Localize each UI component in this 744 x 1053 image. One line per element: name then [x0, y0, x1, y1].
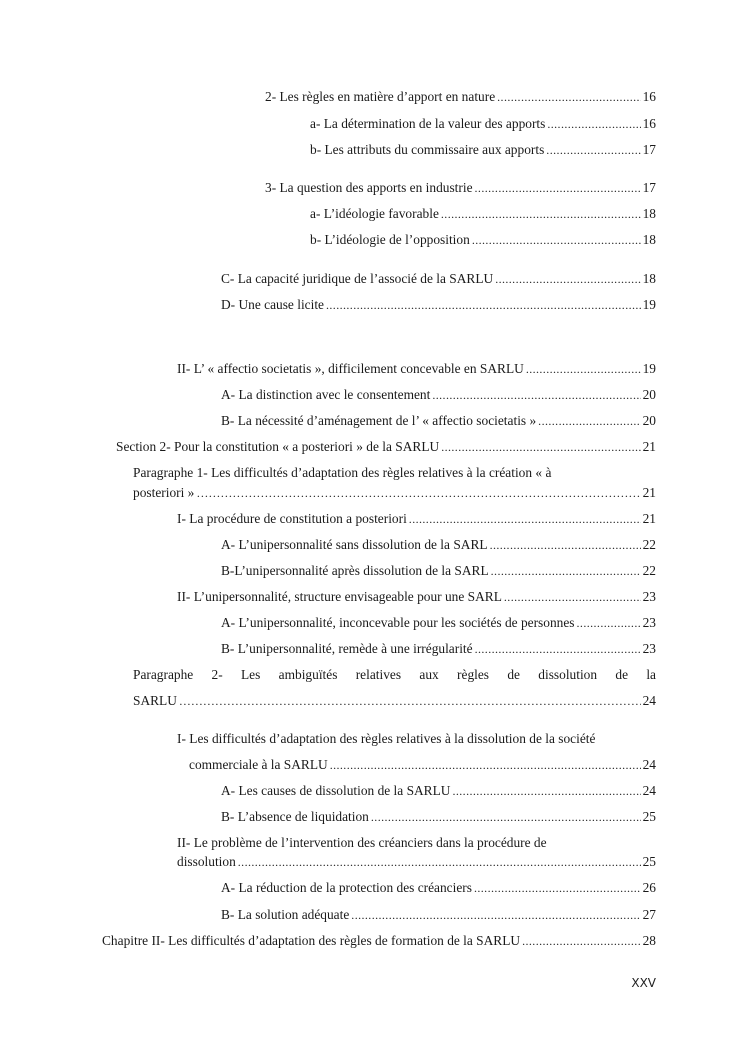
toc-entry-text: II- Le problème de l’intervention des créanciers dans la procédure de [177, 835, 547, 850]
toc-entry[interactable] [221, 386, 656, 404]
leader-dots [452, 783, 640, 800]
toc-entry-text: II- L’ « affectio societatis », difficilement concevable en SARLU [177, 361, 524, 376]
toc-entry[interactable] [133, 484, 656, 502]
toc-entry-text: 3- La question des apports en industrie [265, 180, 473, 195]
leader-dots [432, 387, 640, 404]
leader-dots [238, 854, 641, 871]
toc-page-number: 16 [642, 89, 656, 104]
leader-dots [546, 142, 640, 159]
toc-entry-text: SARLU [133, 693, 177, 708]
leader-dots [474, 880, 641, 897]
toc-entry-text: 2- Les règles en matière d’apport en nature [265, 89, 496, 104]
toc-entry-text: B- La nécessité d’aménagement de l’ « affectio societatis » [221, 413, 537, 428]
leader-dots [409, 511, 641, 528]
toc-page-number: 18 [642, 206, 656, 221]
toc-entry[interactable] [221, 808, 656, 826]
toc-entry[interactable] [177, 510, 656, 528]
page-number-footer: XXV [631, 976, 656, 990]
toc-entry[interactable] [116, 438, 656, 456]
toc-entry-heading-line[interactable] [133, 464, 656, 481]
toc-page-number: 21 [642, 485, 656, 500]
toc-entry-heading-line[interactable] [133, 666, 656, 683]
toc-entry-text: A- L’unipersonnalité, inconcevable pour les sociétés de personnes [221, 615, 575, 630]
toc-entry-text: b- L’idéologie de l’opposition [310, 232, 470, 247]
toc-page-number: 16 [642, 116, 656, 131]
toc-entry[interactable] [177, 588, 656, 606]
leader-dots [538, 413, 640, 430]
leader-dots [371, 809, 641, 826]
leader-dots [196, 485, 640, 502]
toc-page-number: 22 [642, 537, 656, 552]
toc-entry[interactable] [265, 88, 656, 106]
toc-page-number: 27 [642, 907, 656, 922]
toc-entry[interactable] [177, 853, 656, 871]
toc-page-number: 23 [642, 615, 656, 630]
leader-dots [330, 757, 641, 774]
toc-entry-text: posteriori » [133, 485, 195, 500]
toc-page-number: 18 [642, 232, 656, 247]
leader-dots [526, 361, 641, 378]
toc-page-number: 26 [642, 880, 656, 895]
toc-entry[interactable] [310, 231, 656, 249]
toc-entry[interactable] [102, 932, 656, 950]
toc-entry[interactable] [221, 562, 656, 580]
toc-page-number: 23 [642, 589, 656, 604]
toc-entry[interactable] [221, 536, 656, 554]
leader-dots [495, 271, 640, 288]
toc-entry[interactable] [221, 614, 656, 632]
toc-entry-text: C- La capacité juridique de l’associé de la SARLU [221, 271, 494, 286]
toc-page-number: 17 [642, 180, 656, 195]
toc-entry-text: D- Une cause licite [221, 297, 324, 312]
leader-dots [475, 180, 641, 197]
toc-entry-heading-line[interactable] [177, 834, 656, 851]
toc-entry-text: a- L’idéologie favorable [310, 206, 439, 221]
toc-entry-text: B- La solution adéquate [221, 907, 350, 922]
toc-entry-text: B- L’absence de liquidation [221, 809, 369, 824]
toc-page-number: 24 [642, 693, 656, 708]
toc-page-number: 21 [642, 439, 656, 454]
toc-page-number: 22 [642, 563, 656, 578]
toc-page-number: 24 [642, 783, 656, 798]
toc-entry[interactable] [221, 412, 656, 430]
toc-entry[interactable] [221, 906, 656, 924]
toc-entry-text: Section 2- Pour la constitution « a posteriori » de la SARLU [116, 439, 440, 454]
toc-entry[interactable] [177, 360, 656, 378]
leader-dots [441, 206, 641, 223]
toc-page-number: 20 [642, 387, 656, 402]
toc-entry-text: B- L’unipersonnalité, remède à une irrégularité [221, 641, 473, 656]
toc-entry-text: I- La procédure de constitution a posteriori [177, 511, 407, 526]
leader-dots [179, 693, 641, 710]
leader-dots [547, 116, 640, 133]
toc-page-number: 19 [642, 297, 656, 312]
leader-dots [441, 439, 640, 456]
leader-dots [475, 641, 641, 658]
toc-page-number: 19 [642, 361, 656, 376]
toc-entry[interactable] [189, 756, 656, 774]
toc-entry[interactable] [221, 879, 656, 897]
toc-page-number: 23 [642, 641, 656, 656]
toc-page-number: 24 [642, 757, 656, 772]
toc-entry[interactable] [310, 205, 656, 223]
toc-page-number: 25 [642, 854, 656, 869]
toc-entry-text: dissolution [177, 854, 236, 869]
toc-entry[interactable] [310, 115, 656, 133]
toc-entry[interactable] [221, 782, 656, 800]
leader-dots [326, 297, 641, 314]
toc-entry[interactable] [310, 141, 656, 159]
toc-entry-text: a- La détermination de la valeur des apports [310, 116, 546, 131]
toc-entry[interactable] [265, 179, 656, 197]
toc-entry[interactable] [221, 640, 656, 658]
toc-entry[interactable] [133, 692, 656, 710]
toc-entry-text: A- La réduction de la protection des créanciers [221, 880, 472, 895]
toc-entry-text: b- Les attributs du commissaire aux apports [310, 142, 545, 157]
toc-page-number: 21 [642, 511, 656, 526]
toc-entry-text: I- Les difficultés d’adaptation des règles relatives à la dissolution de la société [177, 731, 596, 746]
toc-entry-text: commerciale à la SARLU [189, 757, 328, 772]
toc-entry-text: Paragraphe 1- Les difficultés d’adaptation des règles relatives à la création « à [133, 465, 552, 480]
toc-entry-text: A- La distinction avec le consentement [221, 387, 431, 402]
leader-dots [577, 615, 641, 632]
toc-page-number: 25 [642, 809, 656, 824]
toc-page-number: 18 [642, 271, 656, 286]
toc-entry-text: Paragraphe 2- Les ambiguïtés relatives aux règles de dissolution de la [133, 667, 656, 682]
toc-entry[interactable] [221, 296, 656, 314]
leader-dots [491, 563, 641, 580]
toc-page-number: 28 [642, 933, 656, 948]
toc-entry-text: Chapitre II- Les difficultés d’adaptation des règles de formation de la SARLU [102, 933, 521, 948]
toc-entry-text: A- L’unipersonnalité sans dissolution de la SARL [221, 537, 488, 552]
leader-dots [351, 907, 640, 924]
leader-dots [504, 589, 641, 606]
leader-dots [472, 232, 641, 249]
toc-entry-heading-line[interactable] [177, 730, 656, 747]
toc-entry[interactable] [221, 270, 656, 288]
toc-page-number: 17 [642, 142, 656, 157]
toc-entry-text: II- L’unipersonnalité, structure envisageable pour une SARL [177, 589, 502, 604]
toc-entry-text: B-L’unipersonnalité après dissolution de la SARL [221, 563, 489, 578]
leader-dots [522, 933, 641, 950]
leader-dots [490, 537, 641, 554]
toc-page-number: 20 [642, 413, 656, 428]
leader-dots [497, 89, 640, 106]
toc-entry-text: A- Les causes de dissolution de la SARLU [221, 783, 451, 798]
